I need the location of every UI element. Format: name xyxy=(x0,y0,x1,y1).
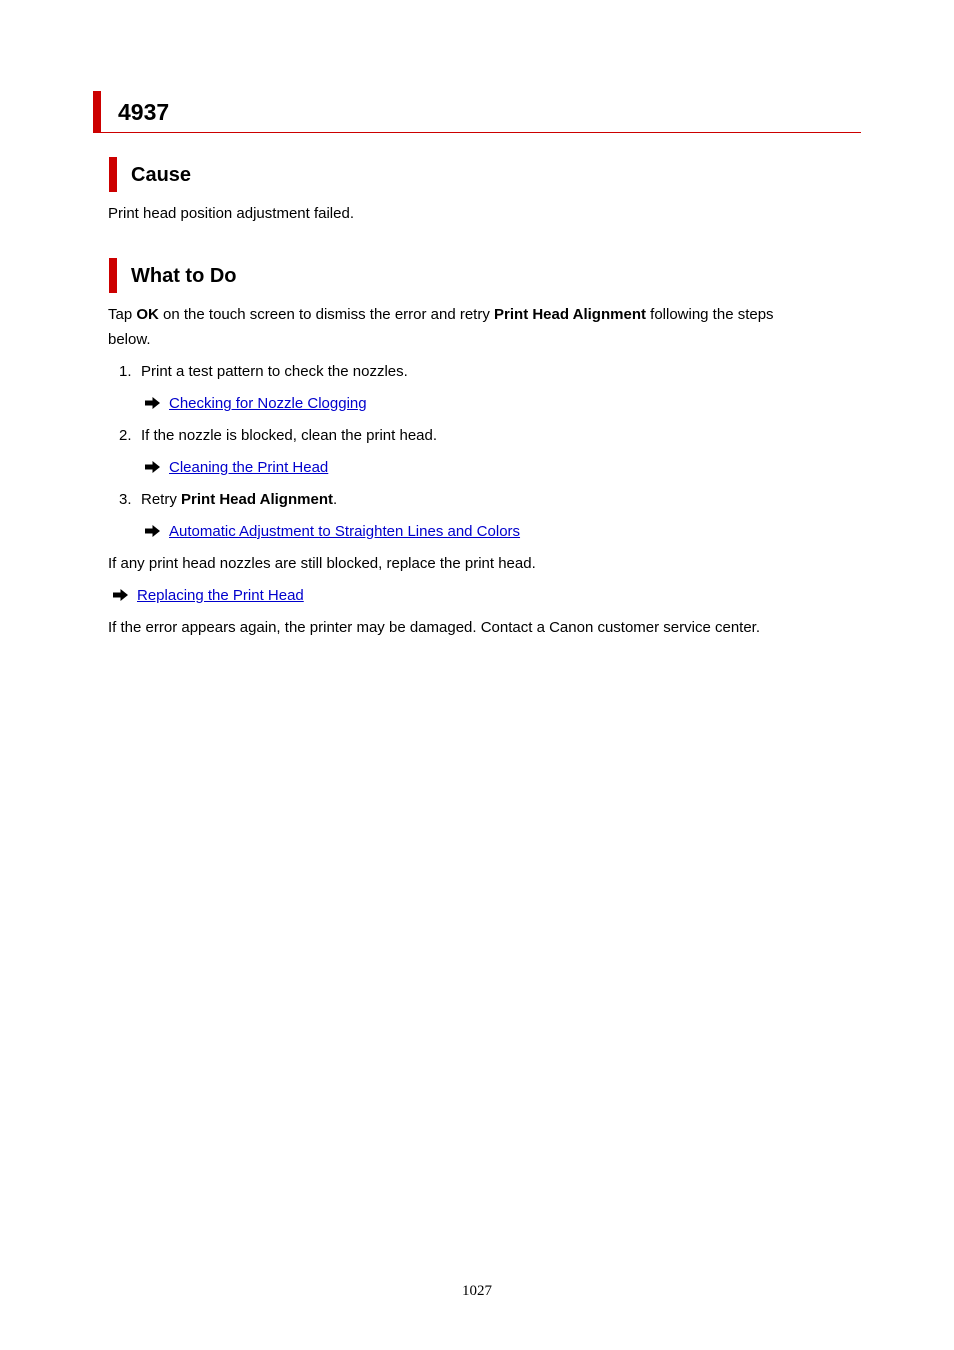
intro-line-1 xyxy=(108,306,774,324)
page-number: 1027 xyxy=(462,1283,492,1299)
intro-text-3: following the steps xyxy=(645,306,774,323)
right-arrow-icon xyxy=(145,397,160,409)
automatic-adjustment-link[interactable]: Automatic Adjustment to Straighten Lines and Colors xyxy=(169,523,521,540)
intro-line-2: below. xyxy=(108,331,151,348)
right-arrow-icon xyxy=(145,461,160,473)
step-1-text: Print a test pattern to check the nozzles. xyxy=(141,363,408,380)
step-1-number: 1. xyxy=(119,363,132,380)
cause-text: Print head position adjustment failed. xyxy=(108,205,354,222)
replacing-print-head-link[interactable]: Replacing the Print Head xyxy=(137,587,304,604)
cleaning-print-head-link[interactable]: Cleaning the Print Head xyxy=(169,459,329,476)
what-to-do-accent-bar xyxy=(109,258,117,293)
right-arrow-icon xyxy=(145,525,160,537)
right-arrow-icon xyxy=(113,589,128,601)
intro-alignment-bold: Print Head Alignment xyxy=(494,306,646,323)
intro-text-1: Tap xyxy=(108,306,137,323)
checking-nozzle-clogging-link[interactable]: Checking for Nozzle Clogging xyxy=(169,395,367,412)
step-3-text-post: . xyxy=(332,491,338,508)
what-to-do-heading: What to Do xyxy=(131,265,237,287)
step-2-text: If the nozzle is blocked, clean the print head. xyxy=(141,427,438,444)
closing-text: If the error appears again, the printer may be damaged. Contact a Canon customer service center. xyxy=(108,619,761,636)
step-3-text-bold: Print Head Alignment xyxy=(181,491,333,508)
step-3-number: 3. xyxy=(119,491,132,508)
heading-accent-bar xyxy=(93,91,101,133)
step-3-text xyxy=(141,491,337,509)
page-title: 4937 xyxy=(118,99,170,125)
step-2-number: 2. xyxy=(119,427,132,444)
step-3-text-pre: Retry xyxy=(141,491,182,508)
intro-text-2: on the touch screen to dismiss the error and retry xyxy=(158,306,495,323)
cause-accent-bar xyxy=(109,157,117,192)
still-blocked-text: If any print head nozzles are still blocked, replace the print head. xyxy=(108,555,536,572)
intro-ok-bold: OK xyxy=(136,306,159,323)
heading-underline xyxy=(93,132,861,133)
cause-heading: Cause xyxy=(131,164,192,186)
